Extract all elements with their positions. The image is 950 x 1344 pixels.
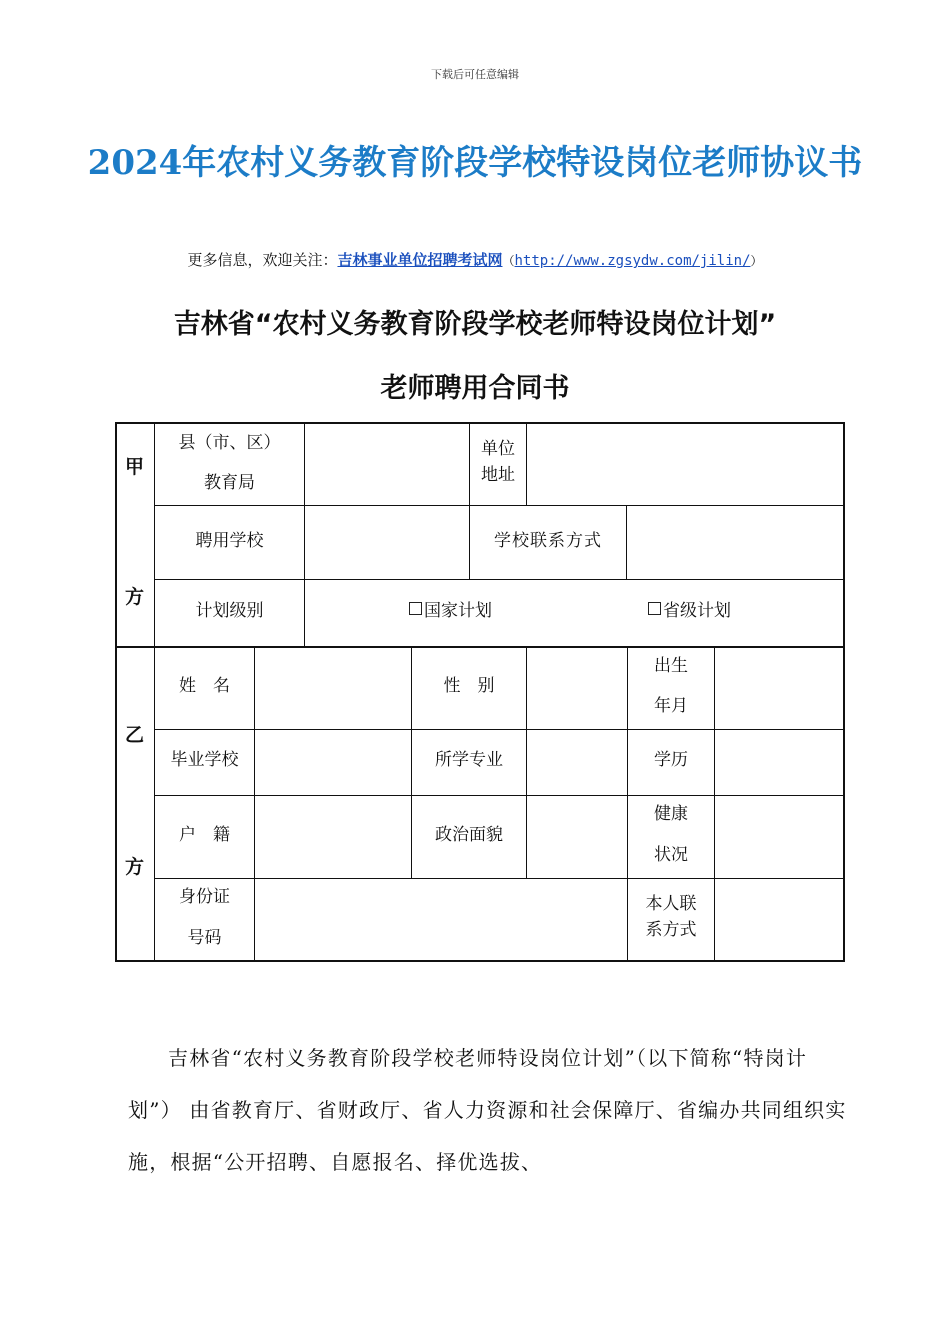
plan-level-label: 计划级别: [195, 601, 264, 621]
household-label: 户 籍: [179, 825, 230, 845]
gender-label: 性 别: [443, 676, 495, 696]
table-border-bottom: [115, 960, 845, 962]
table-border-right: [843, 422, 845, 962]
url-link[interactable]: http://www.zgsydw.com/jilin/: [514, 253, 751, 269]
party-a-label-top: 甲: [125, 456, 145, 478]
row-line: [154, 579, 845, 580]
party-b-label-bottom: 方: [125, 856, 145, 878]
unit-address-label-1: 单位: [481, 439, 515, 459]
county-bureau-label-2: 教育局: [204, 473, 255, 493]
contract-subheading: 老师聘用合同书: [380, 373, 570, 404]
id-label-1: 身份证: [179, 887, 230, 907]
col-line: [526, 647, 527, 879]
option-national[interactable]: [409, 596, 529, 621]
col-line: [304, 422, 305, 647]
info-prefix: 更多信息，欢迎关注：: [187, 251, 338, 269]
info-line: [0, 249, 950, 270]
health-label-1: 健康: [654, 804, 688, 824]
col-line: [254, 647, 255, 962]
birth-label-2: 年月: [654, 696, 688, 716]
header-note: 下载后可任意编辑: [431, 68, 519, 81]
document-title: 2024年农村义务教育阶段学校特设岗位老师协议书: [87, 143, 863, 183]
url-open-paren: （: [502, 254, 515, 268]
name-label: 姓 名: [179, 676, 230, 696]
id-label-2: 号码: [187, 928, 222, 948]
row-line: [154, 729, 845, 730]
hiring-school-label: 聘用学校: [195, 531, 264, 551]
checkbox-icon[interactable]: [648, 602, 661, 615]
option-provincial-label: 省级计划: [663, 601, 731, 621]
graduated-school-label: 毕业学校: [170, 750, 239, 770]
row-line: [154, 878, 845, 879]
county-bureau-label-1: 县（市、区）: [178, 433, 281, 453]
school-contact-label: 学校联系方式: [494, 531, 602, 551]
col-line: [626, 506, 627, 580]
party-b-label-top: 乙: [125, 724, 145, 746]
option-provincial[interactable]: [648, 596, 768, 621]
row-line: [154, 795, 845, 796]
option-national-label: 国家计划: [424, 601, 492, 621]
table-border-left: [115, 422, 117, 962]
contract-heading: 吉林省“农村义务教育阶段学校老师特设岗位计划”: [173, 309, 777, 340]
major-label: 所学专业: [435, 750, 503, 770]
party-divider: [115, 646, 845, 648]
birth-label-1: 出生: [654, 656, 688, 676]
unit-address-label-2: 地址: [481, 465, 515, 485]
health-label-2: 状况: [654, 845, 688, 865]
party-a-label-bottom: 方: [125, 586, 145, 608]
col-line: [714, 647, 715, 962]
contact-label-1: 本人联: [645, 894, 697, 914]
political-label: 政治面貌: [435, 825, 503, 845]
url-close-paren: ）: [750, 254, 763, 268]
checkbox-icon[interactable]: [409, 602, 422, 615]
contact-label-2: 系方式: [645, 920, 697, 940]
site-link[interactable]: 吉林事业单位招聘考试网: [337, 251, 503, 269]
education-label: 学历: [654, 750, 688, 770]
table-border-top: [115, 422, 845, 424]
col-line: [526, 422, 527, 506]
body-paragraph: 吉林省“农村义务教育阶段学校老师特设岗位计划”（以下简称“特岗计划”） 由省教育厅、省财政厅、省人力资源和社会保障厅、省编办共同组织实施，根据“公开招聘、自愿报名、择优选拔、: [128, 1046, 847, 1174]
row-line: [154, 505, 845, 506]
contract-table: [115, 422, 845, 962]
